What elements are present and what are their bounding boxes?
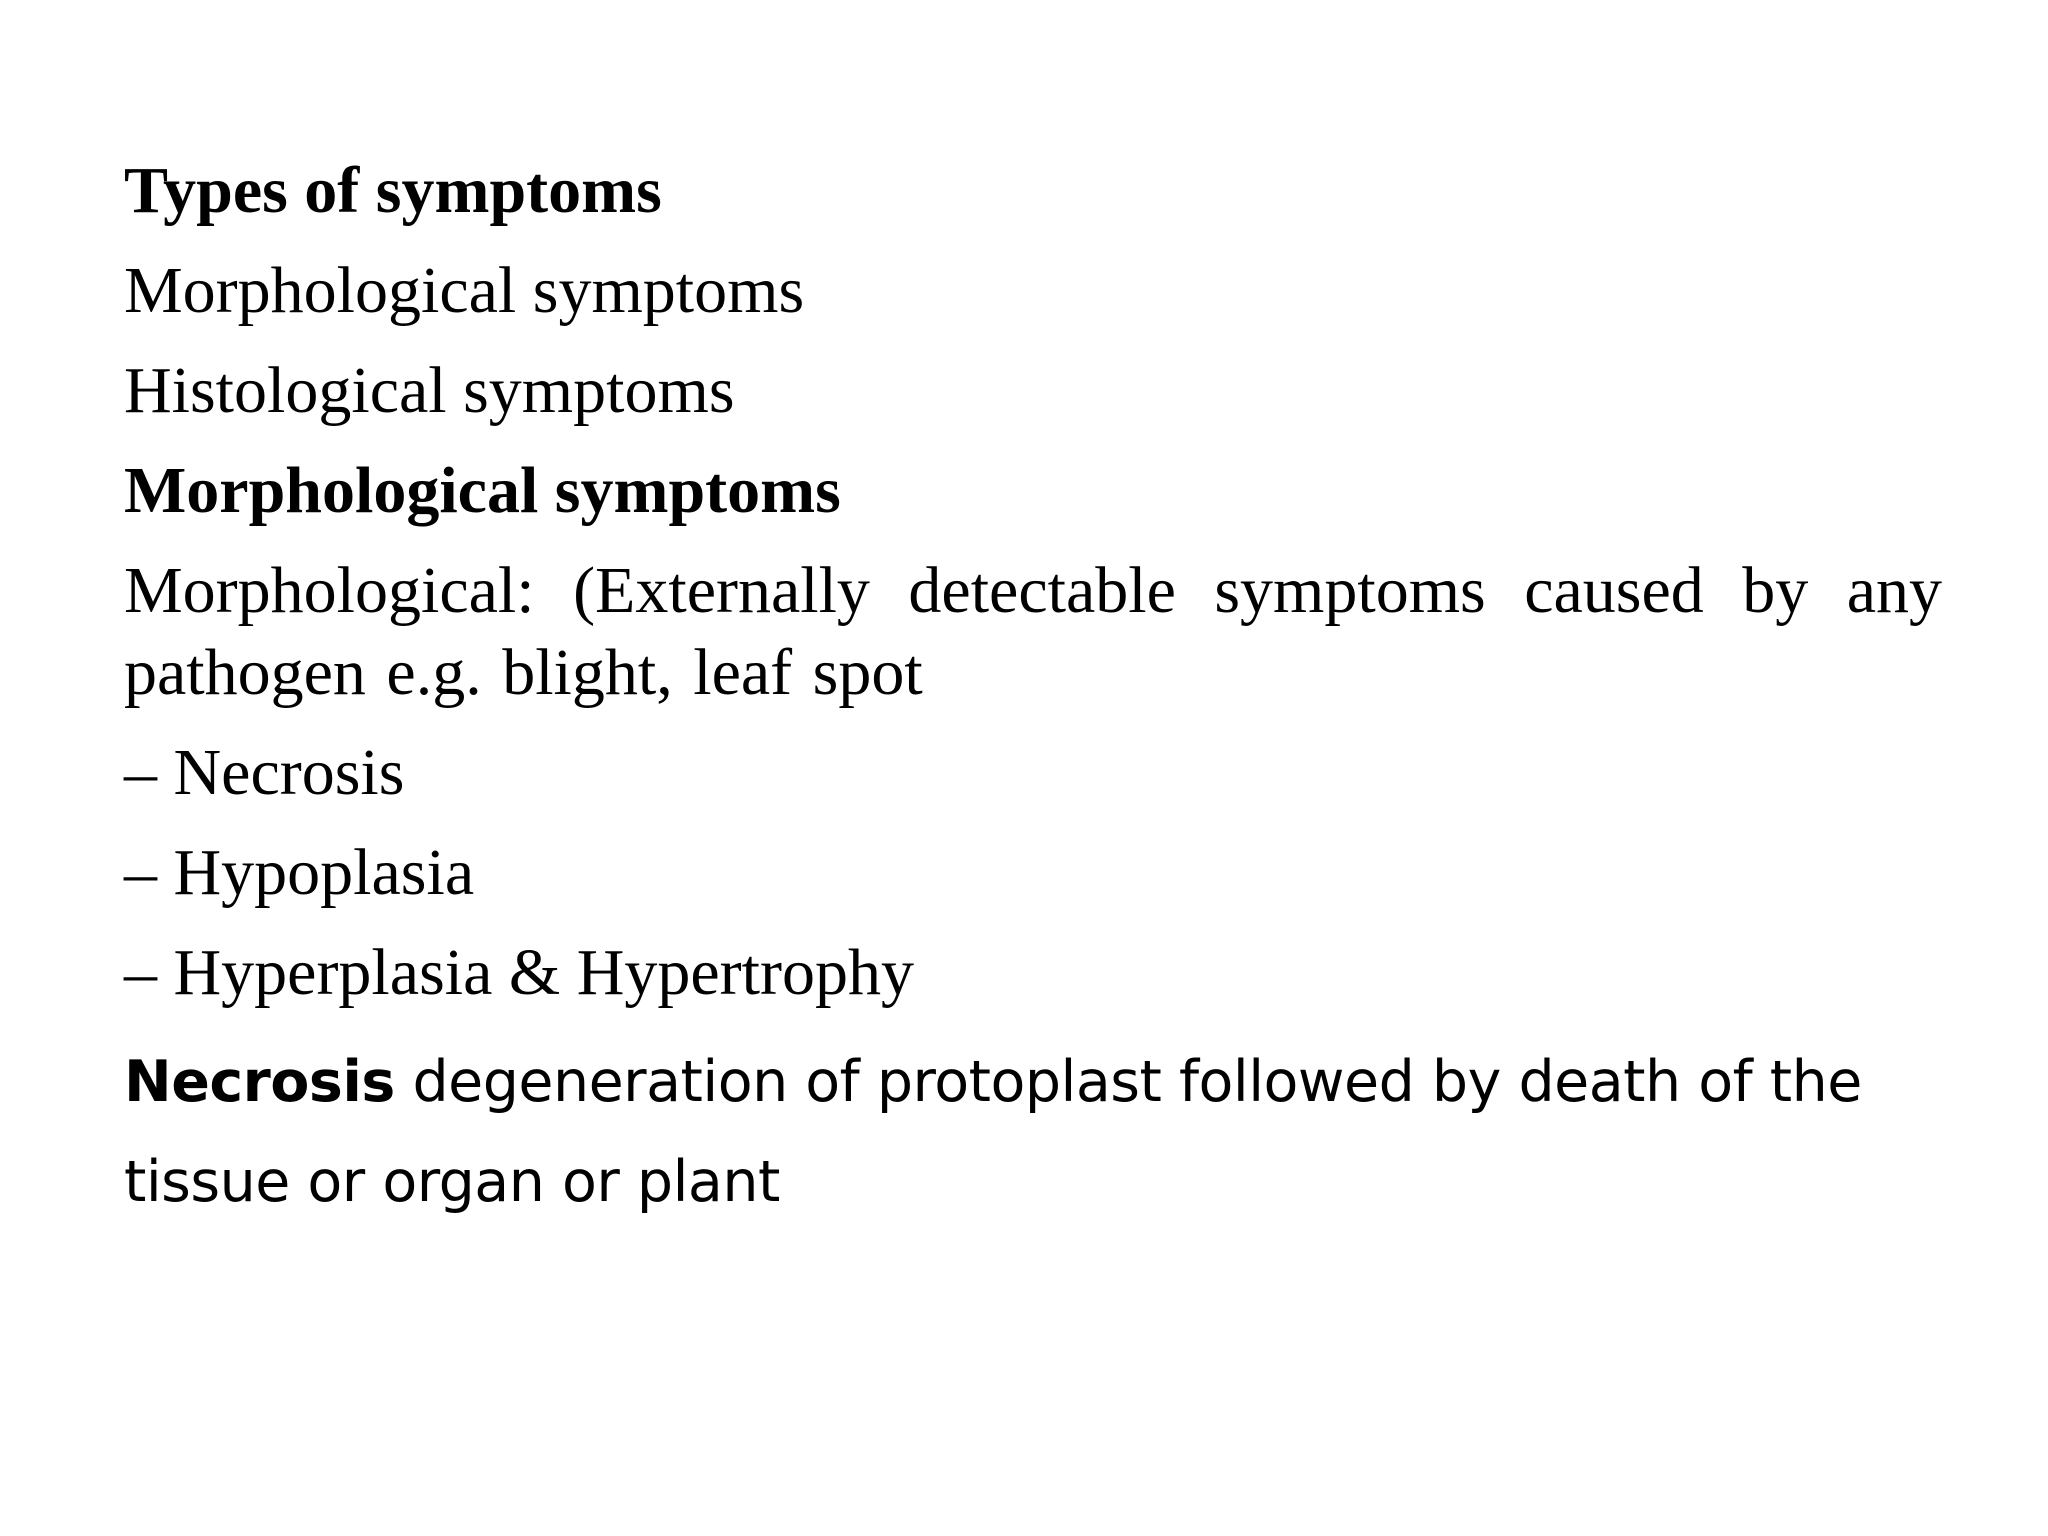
heading-morphological-symptoms: Morphological symptoms (124, 454, 841, 527)
morphological-definition: Morphological: (Externally detectable symptoms caused by any pathogen e.g. blight, leaf spot (124, 554, 1942, 709)
morph-item-hypoplasia: – Hypoplasia (124, 836, 475, 909)
morph-item-hyperplasia-hypertrophy: – Hyperplasia & Hypertrophy (124, 936, 914, 1009)
necrosis-definition-paragraph (124, 1032, 1914, 1232)
morph-item-necrosis: – Necrosis (124, 736, 405, 809)
type-item-histological: Histological symptoms (124, 354, 735, 427)
type-item-morphological: Morphological symptoms (124, 254, 805, 327)
heading-types-of-symptoms: Types of symptoms (124, 154, 662, 227)
necrosis-definition-text: degeneration of protoplast followed by death of the tissue or organ or plant (124, 1049, 1862, 1215)
slide-content (124, 150, 1942, 1232)
necrosis-term: Necrosis (124, 1049, 395, 1115)
